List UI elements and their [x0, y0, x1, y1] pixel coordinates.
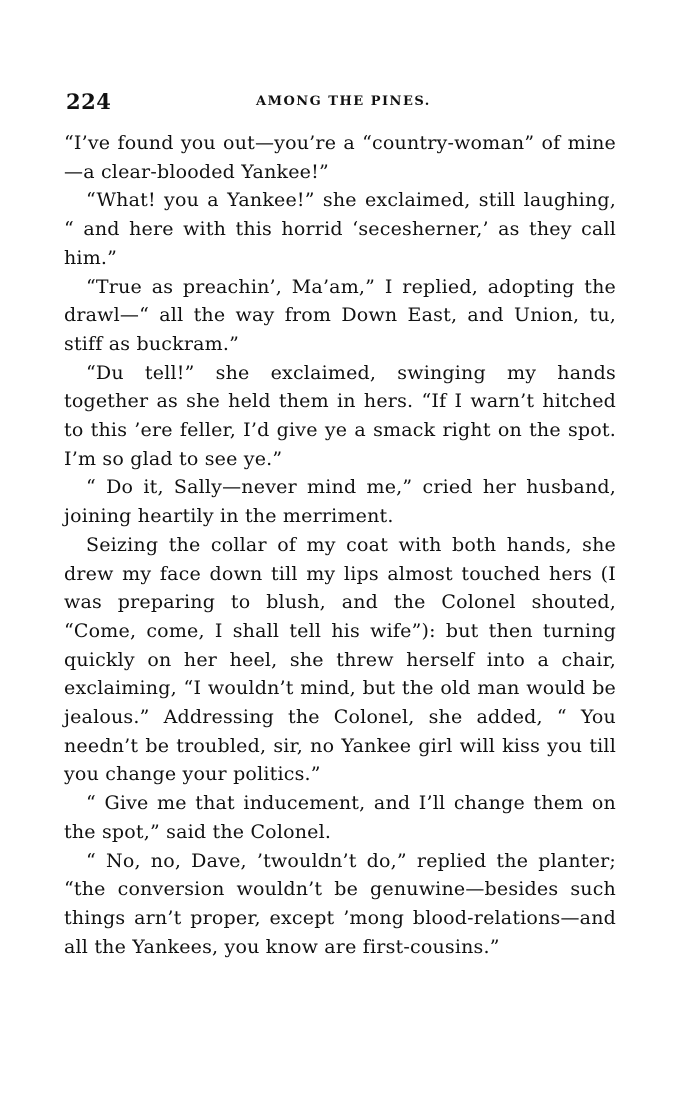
paragraph: “True as preachin’, Ma’am,” I replied, adopting the drawl—“ all the way from Down East, and Union, tu, stiff as buckram.” [64, 275, 616, 355]
paragraph: “ No, no, Dave, ’twouldn’t do,” replied the planter; “the conversion wouldn’t be genuwine—besides such things arn’t proper, except ’mong blood-relations—and all the Yankees, you know are first-cousins.” [64, 849, 616, 958]
paragraph: “ Give me that inducement, and I’ll change them on the spot,” said the Colonel. [64, 792, 616, 843]
paragraph: “ Do it, Sally—never mind me,” cried her husband, joining heartily in the merriment. [64, 476, 616, 528]
paragraph: “Du tell!” she exclaimed, swinging my hands together as she held them in hers. “If I warn’t hitched to this ’ere feller, I’d give ye a smack right on the spot. I’m so glad to see ye.” [64, 361, 616, 470]
paragraph: Seizing the collar of my coat with both hands, she drew my face down till my lips almost touched hers (I was preparing to blush, and the Colonel shouted, “Come, come, I shall tell his wife”): but then turning quickly on her heel, she threw herself into a chair, exclaiming, “I wouldn’t mind, but the old man would be jealous.” Addressing the Colonel, she added, “ You needn’t be troubled, sir, no Yankee girl will kiss you till you change your politics.” [64, 533, 616, 786]
body-text [64, 129, 616, 961]
running-title: AMONG THE PINES. [256, 94, 431, 109]
paragraph: “What! you a Yankee!” she exclaimed, still laughing, “ and here with this horrid ‘secesherner,’ as they call him.” [64, 189, 616, 269]
page-number: 224 [66, 89, 112, 114]
paragraph: “I’ve found you out—you’re a “country-woman” of mine—a clear-blooded Yankee!” [64, 132, 616, 183]
running-head [66, 89, 616, 113]
